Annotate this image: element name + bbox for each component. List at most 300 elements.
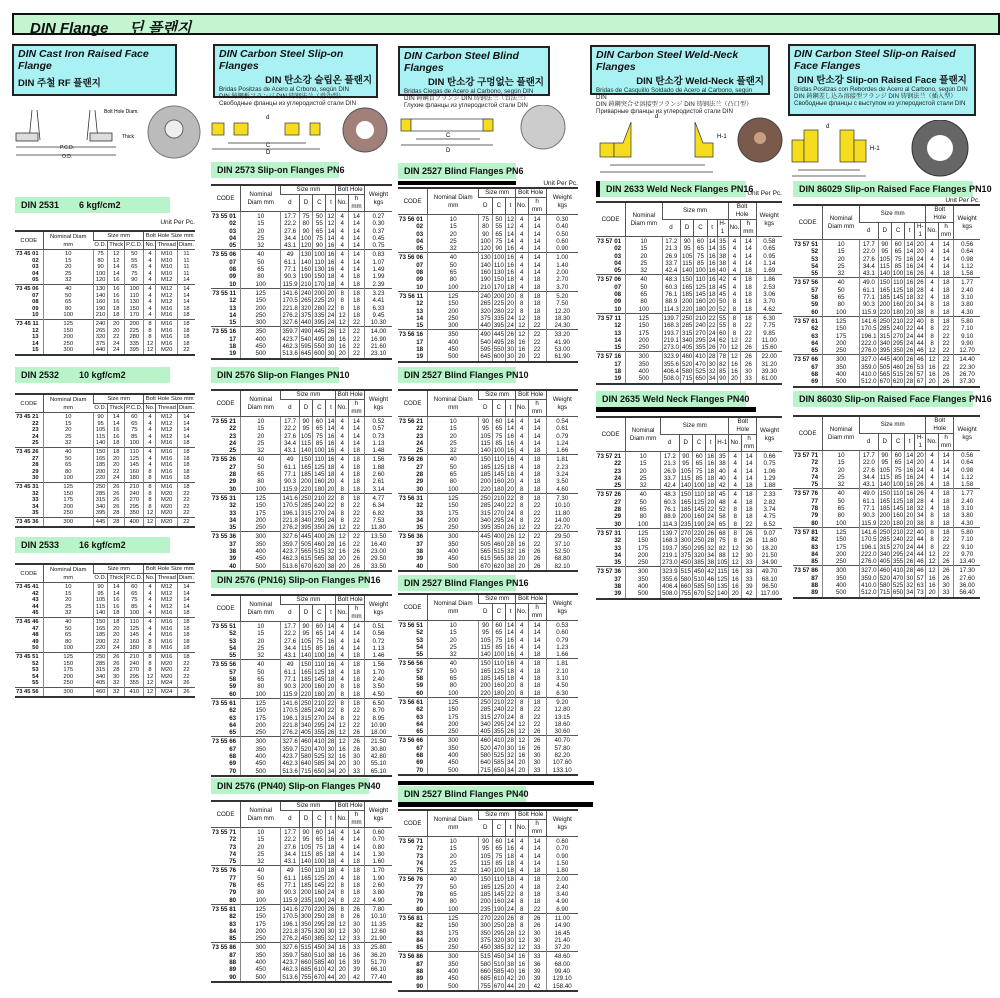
cell-value: 160 xyxy=(695,298,706,306)
cell-value: 20 xyxy=(108,462,125,469)
cell-value: 460 xyxy=(314,540,325,548)
cell-value: 24 xyxy=(906,339,914,347)
cell-value: 26 xyxy=(938,566,953,575)
cell-value: 0.56 xyxy=(364,630,392,637)
cell-value: 350 xyxy=(480,929,491,937)
cell-value: 55 xyxy=(717,313,728,322)
cell-value: 34 xyxy=(507,953,514,961)
page-title: DIN Flange 딘 플랜지 xyxy=(12,13,1000,35)
cell-value: 22 xyxy=(507,307,514,315)
cell-value: 39 xyxy=(349,966,365,973)
cell-value: 18.60 xyxy=(546,721,578,728)
cell-value: 515 xyxy=(314,548,325,556)
cell-value: 75 xyxy=(125,597,144,604)
cell-value: 0.30 xyxy=(546,215,578,224)
cell-value: 44 xyxy=(915,536,926,543)
cell-value: 16 xyxy=(515,541,528,548)
table-row xyxy=(211,935,392,943)
cell-value: 8 xyxy=(336,493,349,502)
cell-value: 85 xyxy=(692,475,705,482)
cell-value: 50 xyxy=(43,456,93,463)
cell-value: 26 xyxy=(507,533,514,541)
cell-value: 43.1 xyxy=(281,242,299,250)
cell-value: 115.9 xyxy=(282,280,298,288)
cell-value: 65 xyxy=(43,299,93,306)
cell-code: 73 57 21 xyxy=(596,452,626,461)
header-size-col: O.D. xyxy=(94,242,107,248)
cell-value: 220 xyxy=(300,690,312,698)
cell-value: 32 xyxy=(507,944,514,952)
cell-value: 4 xyxy=(515,659,528,668)
cell-value: 18 xyxy=(938,294,953,301)
cell-value: 65 xyxy=(43,632,93,639)
table-row xyxy=(398,291,578,300)
cell-value: 4 xyxy=(926,467,939,474)
cell-value: 180 xyxy=(892,519,904,527)
cell-value: 62 xyxy=(717,337,728,344)
cell-value: 450 xyxy=(314,944,325,952)
cell-value: 4 xyxy=(336,836,349,843)
cell-value: 406.4 xyxy=(662,583,678,591)
cell-value: M16 xyxy=(156,312,177,319)
cell-value: 20 xyxy=(327,289,335,297)
cell-value: 250 xyxy=(428,728,479,736)
cell-value: 4 xyxy=(926,498,939,505)
cell-value: 200 xyxy=(314,289,325,297)
cell-code: 30 xyxy=(614,520,622,528)
cell-value: 105 xyxy=(300,432,312,440)
header-bolt-hole: Bolt Hole xyxy=(515,188,546,198)
table-row xyxy=(15,491,195,498)
cell-value: 140 xyxy=(300,258,312,266)
header-size-col: D xyxy=(479,400,492,417)
cell-value: 160 xyxy=(93,299,107,306)
header-bolt-col: h mm xyxy=(528,820,546,837)
cell-value: 57.80 xyxy=(546,745,578,752)
table-row xyxy=(596,460,782,467)
table-row xyxy=(398,215,578,224)
cell-value: 107.60 xyxy=(546,759,578,766)
cell-value: 22 xyxy=(906,317,914,325)
cell-value: 200 xyxy=(125,319,144,327)
cell-value: 210 xyxy=(125,652,144,660)
cell-value: 20 xyxy=(327,874,335,882)
table-row xyxy=(596,245,782,252)
cell-value: 125 xyxy=(892,286,904,294)
cell-code: 39 xyxy=(416,555,424,563)
cell-value: 12 xyxy=(515,315,528,322)
label-d: d xyxy=(655,114,659,120)
cell-value: 24 xyxy=(327,721,335,729)
cell-value: 8 xyxy=(515,714,528,721)
cell-value: 117.00 xyxy=(757,590,782,598)
cell-value: 15 xyxy=(43,591,93,598)
table-row xyxy=(211,281,392,289)
cell-value: 8 xyxy=(336,889,349,896)
cell-value: 12.80 xyxy=(546,706,578,713)
cell-value: 50 xyxy=(43,293,93,300)
cell-code: 58 xyxy=(229,676,237,684)
cell-code: 73 57 66 xyxy=(793,355,823,364)
header-size-col: P.C.D. xyxy=(126,242,143,248)
cell-value: 405 xyxy=(480,728,491,736)
cell-value: 400 xyxy=(428,548,479,555)
cell-value: 210 xyxy=(314,699,325,707)
cell-value: 26 xyxy=(108,482,125,490)
cell-value: 22 xyxy=(349,541,365,548)
cell-code: 30 xyxy=(32,475,39,482)
cell-value: 265 xyxy=(480,300,491,308)
cell-value: 400 xyxy=(823,582,860,589)
cell-value: 18 xyxy=(108,312,125,319)
cell-value: 18 xyxy=(349,875,365,882)
cell-value: 40 xyxy=(428,659,479,668)
table-row xyxy=(211,844,392,851)
cell-code: 87 xyxy=(229,951,237,959)
cell-value: 150 xyxy=(626,537,661,544)
cell-value: 100 xyxy=(43,312,93,319)
cell-value: 100 xyxy=(314,858,325,866)
cell-value: 14 xyxy=(742,460,757,467)
table-row xyxy=(15,497,195,504)
header-bolt-hole: Bolt Hole xyxy=(926,205,954,223)
cell-value: 26 xyxy=(349,904,365,913)
cell-value: 26 xyxy=(108,497,125,504)
cell-value: 60 xyxy=(492,417,505,426)
cell-code: 39 xyxy=(229,555,237,563)
cell-code: 85 xyxy=(229,935,237,943)
cell-value: 150 xyxy=(300,661,312,669)
cell-value: 75 xyxy=(492,853,505,860)
cell-value: 200 xyxy=(93,639,107,646)
cell-code: 02 xyxy=(32,257,39,264)
cell-value: 2.10 xyxy=(546,668,578,675)
cell-value: 8 xyxy=(926,325,939,332)
table-row xyxy=(398,524,578,532)
cell-code: 19 xyxy=(211,350,241,358)
cell-value: 35 xyxy=(717,237,728,246)
cell-value: 16 xyxy=(507,439,514,447)
cell-value: 20 xyxy=(926,378,939,386)
cell-code: 13 xyxy=(416,307,424,315)
cell-value: 18 xyxy=(528,315,546,322)
table-row xyxy=(793,325,980,332)
cell-value: 210 xyxy=(892,317,904,325)
cell-value: 75 xyxy=(93,250,107,258)
cell-value: 2.39 xyxy=(364,281,392,289)
cell-value: 500 xyxy=(241,563,281,571)
cell-value: 250 xyxy=(626,559,661,567)
table-row xyxy=(793,505,980,512)
cell-value: 4 xyxy=(515,253,528,262)
table-row xyxy=(596,260,782,267)
cell-value: 8 xyxy=(336,288,349,297)
cell-value: 18 xyxy=(177,475,195,482)
cell-value: 3.70 xyxy=(546,284,578,292)
cell-value: 105 xyxy=(682,252,693,260)
cell-value: 55.10 xyxy=(364,760,392,767)
cell-value: 16 xyxy=(906,255,914,263)
cell-code: 58 xyxy=(811,294,819,302)
cell-value: 18 xyxy=(327,843,335,851)
cell-value: 26 xyxy=(938,378,953,386)
cell-value: 8 xyxy=(729,537,742,544)
table-row xyxy=(398,745,578,752)
header-size-col: D xyxy=(479,198,492,215)
cell-code: 68 xyxy=(229,753,237,761)
cell-value: 295 xyxy=(493,720,505,728)
header-weight: Weight kgs xyxy=(546,594,578,621)
cell-value: 14 xyxy=(327,829,335,836)
cell-code: 78 xyxy=(811,505,819,513)
cell-value: 4 xyxy=(515,425,528,432)
cell-code: 83 xyxy=(229,920,237,928)
table-row xyxy=(398,644,578,651)
cell-value: 13.15 xyxy=(546,714,578,721)
cell-value: 77.1 xyxy=(281,471,299,478)
cell-value: 10 xyxy=(428,621,479,630)
cell-code: 44 xyxy=(32,603,39,610)
cell-value: 220 xyxy=(93,475,107,482)
cell-value: 22 xyxy=(327,707,335,715)
cell-value: 50 xyxy=(241,464,281,471)
header-size-col: P.C.D. xyxy=(126,405,143,411)
cell-value: 4.60 xyxy=(546,486,578,494)
cell-value: 610 xyxy=(314,966,325,974)
cell-value: 270 xyxy=(300,905,312,913)
cell-value: M20 xyxy=(156,497,177,504)
cell-value: 145 xyxy=(892,294,904,302)
table-wrapper xyxy=(398,389,578,572)
cell-value: 8 xyxy=(336,904,349,913)
cell-value: 26 xyxy=(507,914,514,922)
cell-value: 3.23 xyxy=(364,288,392,297)
cell-value: 18 xyxy=(108,306,125,313)
cell-value: 26 xyxy=(938,371,953,378)
cell-value: 32 xyxy=(428,651,479,659)
cell-value: 12 xyxy=(144,517,156,526)
header-line: Bridas Positzas de Acero al Crbono, según DIN xyxy=(219,86,350,93)
cell-code: 09 xyxy=(614,298,622,306)
cell-value: 5.80 xyxy=(954,316,980,325)
table-row xyxy=(596,452,782,461)
cell-code: 73 57 61 xyxy=(793,316,823,325)
header-en: DIN Carbon Steel Weld-Neck Flanges xyxy=(596,49,739,73)
cell-value: 16 xyxy=(507,636,514,644)
cell-value: 200 xyxy=(823,340,860,347)
cell-value: 18 xyxy=(177,440,195,447)
cell-value: 327.6 xyxy=(282,533,298,541)
cell-value: 423.7 xyxy=(282,959,298,967)
cell-value: M16 xyxy=(156,645,177,652)
cell-value: 105 xyxy=(93,597,107,604)
cell-value: 25.80 xyxy=(364,943,392,952)
cell-value: 22 xyxy=(528,532,546,541)
cell-code: 25 xyxy=(614,482,622,490)
cell-value: 12 xyxy=(507,223,514,231)
cell-value: 20 xyxy=(336,760,349,767)
header-raised-face xyxy=(788,44,976,116)
cell-value: 120 xyxy=(93,277,107,284)
cell-code: 73 57 31 xyxy=(596,528,626,537)
cell-value: 4 xyxy=(336,440,349,447)
table-row xyxy=(793,498,980,505)
header-line: Bridas Positzas con Rebordes de Acero al Carbono, según DIN xyxy=(794,86,968,93)
cell-value: 462.3 xyxy=(282,966,298,974)
cell-code: 75 xyxy=(416,867,424,875)
label-C: C xyxy=(266,143,271,149)
cell-value: 16 xyxy=(507,447,514,455)
cell-value: 150 xyxy=(314,273,325,281)
cell-value: 14 xyxy=(528,845,546,852)
table-wrapper xyxy=(211,184,392,360)
cell-code: 35 xyxy=(416,524,424,532)
cell-value: 22 xyxy=(327,882,335,890)
header-size-col: t xyxy=(707,220,717,237)
cell-value: 513.6 xyxy=(282,767,298,775)
cell-value: 200 xyxy=(300,478,312,486)
table-row xyxy=(15,456,195,463)
cell-value: 49 xyxy=(281,250,299,259)
cell-code: 64 xyxy=(229,721,237,729)
table-row xyxy=(398,464,578,471)
cell-value: 38 xyxy=(716,460,729,467)
cell-value: 0.51 xyxy=(364,622,392,631)
cell-value: 16.40 xyxy=(364,541,392,548)
cell-value: 4 xyxy=(336,844,349,851)
cell-value: 56.40 xyxy=(954,589,980,597)
cell-value: 26 xyxy=(108,491,125,498)
cell-value: 14 xyxy=(349,622,365,631)
cell-code: 23 xyxy=(614,467,622,475)
cell-value: 1.58 xyxy=(954,481,980,489)
table-row xyxy=(793,520,980,528)
cell-value: 190 xyxy=(300,273,312,281)
cell-value: 16 xyxy=(507,660,514,668)
cell-value: 200 xyxy=(241,517,281,524)
cell-value: 660 xyxy=(680,583,691,591)
cell-value: 14 xyxy=(938,474,953,481)
cell-value: 20 xyxy=(507,883,514,891)
cell-value: 32 xyxy=(43,277,93,284)
cell-value: 140 xyxy=(93,610,107,617)
cell-value: 400 xyxy=(125,517,144,526)
section-blind-pn40 xyxy=(398,786,578,992)
cell-value: 460 xyxy=(480,737,491,745)
cell-code: 28 xyxy=(416,471,424,479)
cell-value: 16 xyxy=(507,261,514,269)
header-bolt-col: Thread xyxy=(157,575,176,581)
cell-value: 7.10 xyxy=(954,325,980,332)
cell-value: 22 xyxy=(349,510,365,517)
cell-value: 26 xyxy=(708,344,716,352)
cell-value: 670 xyxy=(879,378,890,386)
cell-value: 4 xyxy=(336,851,349,858)
cell-value: 9.10 xyxy=(954,333,980,340)
cell-value: 160 xyxy=(493,898,505,906)
cell-value: 32 xyxy=(241,652,281,660)
cell-value: 320 xyxy=(93,334,107,341)
table-row xyxy=(211,493,392,502)
cell-value: M20 xyxy=(156,674,177,681)
cell-value: 168.3 xyxy=(663,322,679,330)
header-bolt-col: h mm xyxy=(938,434,953,451)
cell-code: 65 xyxy=(416,728,424,736)
cell-value: 44 xyxy=(507,982,514,990)
header-size-col: d xyxy=(662,220,680,237)
table-row xyxy=(15,447,195,455)
cell-value: 140 xyxy=(480,447,491,455)
header-nominal-diam: Nominal Diam mm xyxy=(428,188,479,215)
cell-value: M16 xyxy=(156,440,177,447)
cell-value: 65 xyxy=(313,630,326,637)
table-row xyxy=(211,440,392,447)
cell-value: 16 xyxy=(707,453,715,460)
header-nominal-diam: Nominal Diam mm xyxy=(43,231,93,250)
unit-note: Unit Per Pc. xyxy=(160,219,195,226)
cell-value: 42.4 xyxy=(662,267,680,275)
cell-value: 65 xyxy=(823,505,860,512)
cell-value: 355.6 xyxy=(662,575,678,583)
cell-value: 210 xyxy=(480,283,491,291)
cell-value: 20 xyxy=(708,298,716,306)
cell-value: 150 xyxy=(241,297,281,304)
cell-value: 10.10 xyxy=(364,913,392,920)
cell-value: 18 xyxy=(938,301,953,308)
table-wrapper xyxy=(596,416,782,600)
cell-value: 14.40 xyxy=(954,355,980,364)
cell-value: 0.70 xyxy=(546,845,578,852)
cell-value: 285 xyxy=(879,536,890,544)
cell-value: 133.10 xyxy=(546,767,578,775)
cell-code: 23 xyxy=(32,427,39,434)
cell-value: 16 xyxy=(906,270,914,278)
cell-value: 18 xyxy=(349,447,365,455)
spec-table-weld_pn40 xyxy=(596,416,782,600)
table-row xyxy=(211,882,392,889)
divider-bar xyxy=(596,407,756,412)
cell-value: 100 xyxy=(241,897,281,905)
header-size-col: C xyxy=(692,435,705,452)
cell-value: 24 xyxy=(507,516,514,524)
cell-value: 30 xyxy=(742,552,757,559)
table-row xyxy=(398,944,578,952)
cell-value: 490 xyxy=(300,328,312,336)
cell-code: 27 xyxy=(416,463,424,471)
header-size-col: D xyxy=(299,400,312,417)
cell-value: 8 xyxy=(926,316,939,325)
cell-code: 62 xyxy=(229,707,237,715)
cell-value: 180 xyxy=(493,485,505,493)
cell-value: 125 xyxy=(428,493,479,502)
cell-value: 462.3 xyxy=(282,555,298,563)
cell-value: 165 xyxy=(480,667,491,675)
cell-value: 22 xyxy=(349,319,365,327)
cell-value: 34.4 xyxy=(281,851,299,858)
cell-value: 16 xyxy=(906,490,914,498)
cell-value: 185 xyxy=(480,471,491,479)
cell-value: 8 xyxy=(144,469,156,476)
header-size-col: t xyxy=(326,605,336,622)
cell-value: 26 xyxy=(906,347,914,355)
cell-value: 18 xyxy=(108,447,125,455)
cell-value: 300 xyxy=(428,952,479,961)
cell-value: 0.79 xyxy=(546,637,578,644)
cell-value: 50 xyxy=(241,669,281,676)
cell-value: 580 xyxy=(480,752,491,760)
cell-value: 4 xyxy=(926,489,939,498)
cell-value: 0.52 xyxy=(364,417,392,426)
